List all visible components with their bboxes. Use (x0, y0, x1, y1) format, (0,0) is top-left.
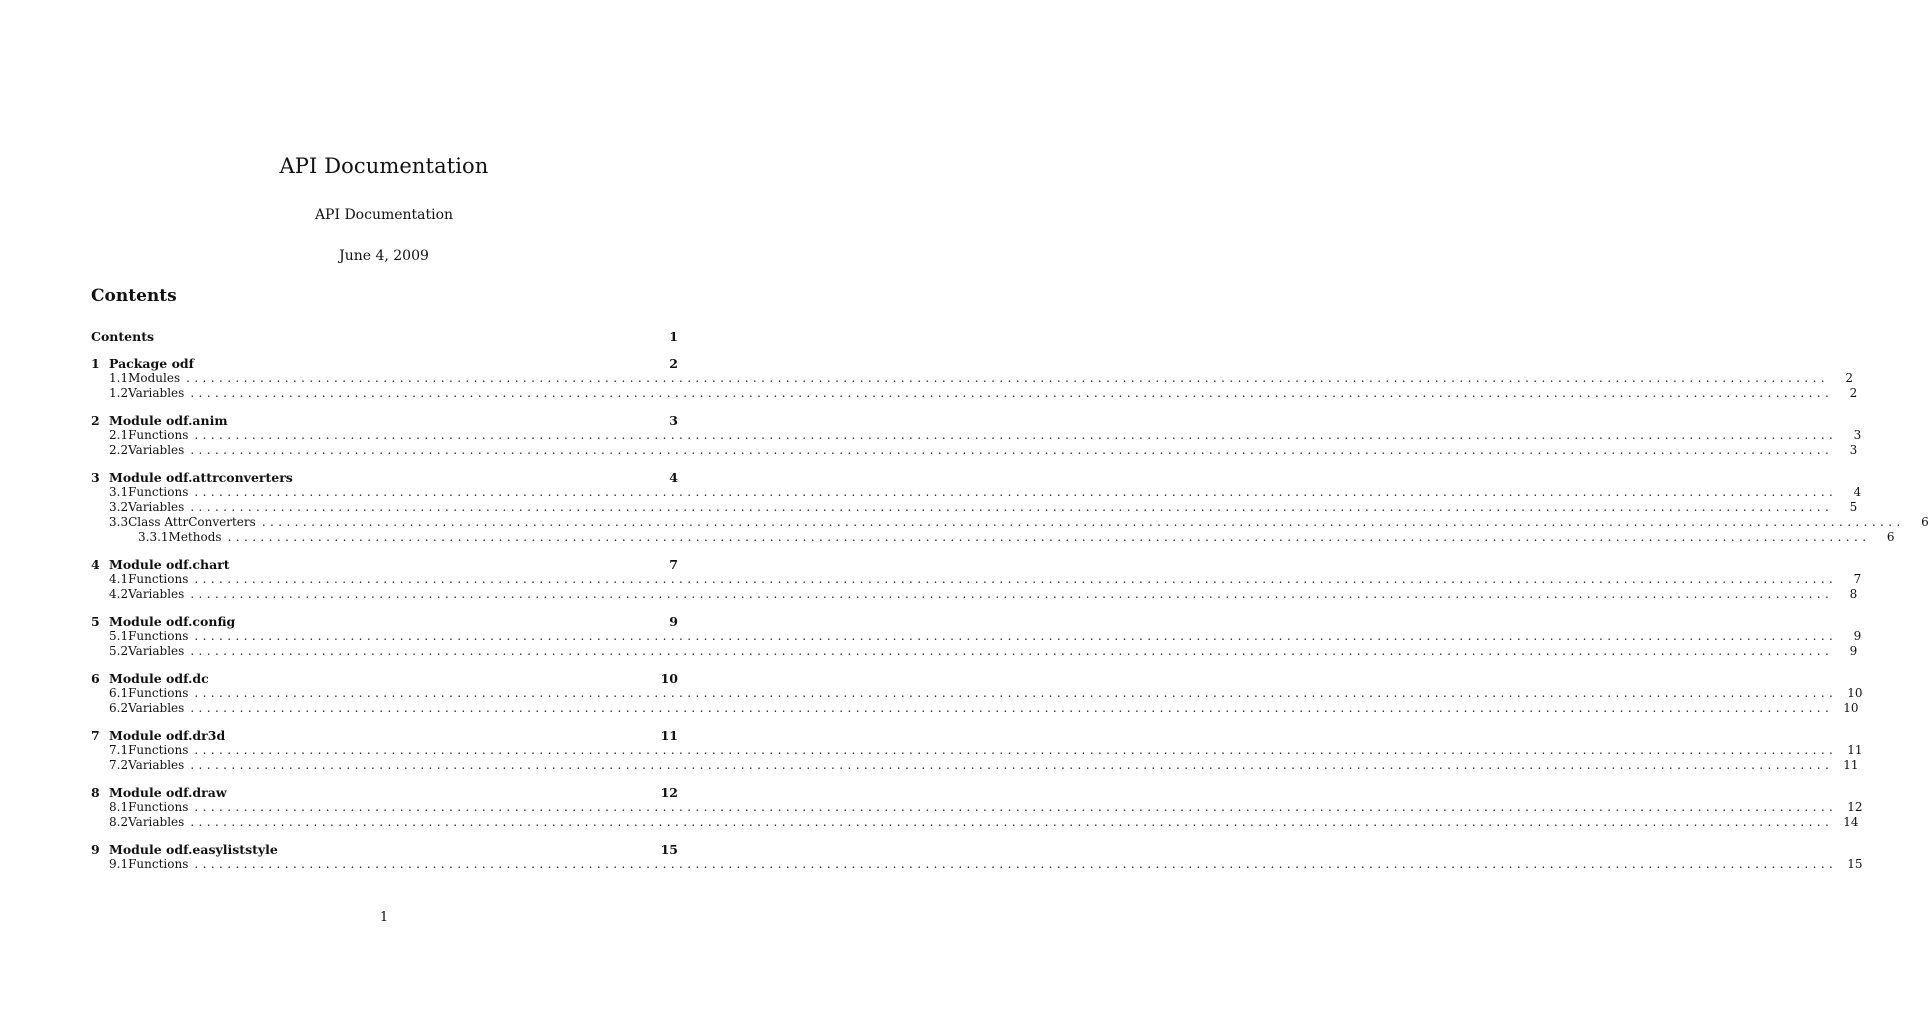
toc-entry-number: 7.2 (109, 758, 129, 772)
toc-entry-title: Variables (128, 386, 185, 400)
toc-entry-title: Functions (128, 629, 189, 643)
toc-entry-number: 8.1 (109, 800, 129, 814)
toc-entry-page: 2 (1849, 386, 1858, 400)
toc-leader-dots: ........................................................................................................................................................................................................ (194, 686, 1838, 700)
toc-entry-number: 4.1 (109, 572, 129, 586)
toc-entry-number: 3 (91, 470, 100, 485)
toc-entry-title: Functions (128, 572, 189, 586)
toc-entry-number: 1.2 (109, 386, 129, 400)
toc-entry-title: Variables (128, 815, 185, 829)
table-of-contents (91, 329, 1929, 872)
toc-entry-title: Module odf.draw (109, 785, 227, 800)
toc-subsection-entry[interactable] (91, 386, 1858, 401)
toc-subsection-entry[interactable] (91, 857, 1863, 872)
toc-subsection-entry[interactable] (91, 443, 1858, 458)
toc-leader-dots: ........................................................................................................................................................................................................ (194, 857, 1838, 871)
document-title: API Documentation (279, 154, 489, 178)
toc-subsection-entry[interactable] (91, 644, 1858, 659)
toc-entry-page: 14 (1843, 815, 1859, 829)
toc-leader-dots: ........................................................................................................................................................................................................ (190, 587, 1834, 601)
toc-entry-page: 9 (1853, 629, 1862, 643)
toc-subsection-entry[interactable] (91, 758, 1859, 773)
toc-leader-dots: ........................................................................................................................................................................................................ (190, 443, 1834, 457)
toc-entry-title: Module odf.easyliststyle (109, 842, 278, 857)
toc-entry-number: 4 (91, 557, 100, 572)
toc-entry-title: Variables (128, 701, 185, 715)
toc-entry-number: 8.2 (109, 815, 129, 829)
toc-subsection-entry[interactable] (91, 485, 1862, 500)
toc-subsection-entry[interactable] (91, 701, 1859, 716)
toc-entry-title: Variables (128, 758, 185, 772)
toc-leader-dots: ........................................................................................................................................................................................................ (194, 800, 1838, 814)
toc-entry-page: 5 (1849, 500, 1858, 514)
toc-entry-title: Contents (91, 329, 155, 344)
toc-entry-page: 10 (1847, 686, 1863, 700)
toc-entry-title: Functions (128, 485, 189, 499)
toc-entry-number: 7 (91, 728, 100, 743)
toc-section-entry[interactable] (91, 785, 678, 800)
toc-leader-dots: ........................................................................................................................................................................................................ (190, 386, 1834, 400)
toc-leader-dots: ........................................................................................................................................................................................................ (194, 629, 1838, 643)
document-date: June 4, 2009 (339, 248, 429, 264)
toc-section-entry[interactable] (91, 842, 678, 857)
toc-leader-dots: ........................................................................................................................................................................................................ (190, 500, 1834, 514)
toc-section-entry[interactable] (91, 356, 678, 371)
toc-leader-dots: ........................................................................................................................................................................................................ (190, 644, 1834, 658)
toc-section-entry[interactable] (91, 470, 678, 485)
toc-entry-page: 10 (1843, 701, 1859, 715)
toc-section-entry[interactable] (91, 728, 678, 743)
document-author: API Documentation (314, 207, 454, 223)
toc-entry-page: 9 (669, 614, 678, 629)
toc-entry-page: 11 (660, 728, 678, 743)
toc-subsection-entry[interactable] (91, 572, 1862, 587)
toc-leader-dots: ........................................................................................................................................................................................................ (194, 485, 1838, 499)
toc-entry-page: 11 (1843, 758, 1859, 772)
toc-entry-number: 2.1 (109, 428, 129, 442)
toc-entry-title: Class AttrConverters (128, 515, 256, 529)
toc-entry-title: Variables (128, 500, 185, 514)
toc-leader-dots: ........................................................................................................................................................................................................ (190, 701, 1834, 715)
toc-entry-title: Functions (128, 686, 189, 700)
toc-entry-number: 8 (91, 785, 100, 800)
toc-leader-dots: ........................................................................................................................................................................................................ (190, 758, 1834, 772)
toc-entry-number: 9.1 (109, 857, 129, 871)
toc-section-entry[interactable] (91, 413, 678, 428)
toc-entry-title: Module odf.dr3d (109, 728, 226, 743)
toc-entry-title: Functions (128, 857, 189, 871)
toc-entry-page: 2 (669, 356, 678, 371)
toc-entry-contents[interactable] (91, 329, 678, 344)
toc-subsection-entry[interactable] (91, 587, 1858, 602)
toc-section-entry[interactable] (91, 557, 678, 572)
toc-entry-number: 3.2 (109, 500, 129, 514)
toc-entry-number: 1.1 (109, 371, 129, 385)
toc-entry-page: 12 (1847, 800, 1863, 814)
toc-entry-title: Variables (128, 644, 185, 658)
toc-entry-title: Modules (128, 371, 181, 385)
toc-subsection-entry[interactable] (91, 530, 1895, 545)
contents-heading: Contents (91, 286, 177, 306)
toc-entry-number: 4.2 (109, 587, 129, 601)
page-number: 1 (379, 910, 389, 925)
toc-subsection-entry[interactable] (91, 500, 1858, 515)
toc-entry-page: 15 (1847, 857, 1863, 871)
toc-leader-dots: ........................................................................................................................................................................................................ (194, 572, 1838, 586)
toc-entry-page: 6 (1886, 530, 1895, 544)
toc-entry-page: 3 (1853, 428, 1862, 442)
toc-entry-number: 3.3.1 (138, 530, 169, 544)
toc-subsection-entry[interactable] (91, 686, 1863, 701)
toc-section-entry[interactable] (91, 671, 678, 686)
toc-subsection-entry[interactable] (91, 371, 1854, 386)
toc-subsection-entry[interactable] (91, 743, 1863, 758)
toc-entry-page: 7 (669, 557, 678, 572)
toc-entry-title: Methods (168, 530, 222, 544)
toc-section-entry[interactable] (91, 614, 678, 629)
toc-entry-page: 2 (1845, 371, 1854, 385)
toc-entry-number: 6.1 (109, 686, 129, 700)
toc-entry-number: 9 (91, 842, 100, 857)
toc-entry-number: 3.3 (109, 515, 129, 529)
toc-entry-title: Functions (128, 743, 189, 757)
toc-entry-number: 6.2 (109, 701, 129, 715)
toc-entry-number: 5 (91, 614, 100, 629)
toc-leader-dots: ........................................................................................................................................................................................................ (227, 530, 1871, 544)
toc-entry-page: 1 (669, 329, 678, 344)
toc-entry-page: 6 (1921, 515, 1929, 529)
toc-leader-dots: ........................................................................................................................................................................................................ (186, 371, 1830, 385)
toc-entry-page: 4 (1853, 485, 1862, 499)
toc-entry-number: 5.2 (109, 644, 129, 658)
toc-entry-title: Module odf.chart (109, 557, 230, 572)
toc-entry-page: 3 (669, 413, 678, 428)
toc-entry-title: Module odf.anim (109, 413, 228, 428)
toc-entry-page: 8 (1849, 587, 1858, 601)
toc-entry-page: 12 (660, 785, 678, 800)
toc-entry-page: 15 (660, 842, 678, 857)
toc-entry-number: 3.1 (109, 485, 129, 499)
toc-leader-dots: ........................................................................................................................................................................................................ (194, 428, 1838, 442)
toc-subsection-entry[interactable] (91, 815, 1859, 830)
toc-entry-page: 7 (1853, 572, 1862, 586)
toc-entry-title: Module odf.attrconverters (109, 470, 293, 485)
toc-entry-number: 7.1 (109, 743, 129, 757)
toc-entry-number: 1 (91, 356, 100, 371)
toc-entry-number: 2.2 (109, 443, 129, 457)
toc-entry-number: 2 (91, 413, 100, 428)
toc-subsection-entry[interactable] (91, 428, 1862, 443)
toc-entry-page: 11 (1847, 743, 1863, 757)
toc-entry-title: Variables (128, 587, 185, 601)
toc-entry-title: Module odf.dc (109, 671, 209, 686)
toc-entry-title: Functions (128, 428, 189, 442)
toc-entry-page: 3 (1849, 443, 1858, 457)
toc-leader-dots: ........................................................................................................................................................................................................ (194, 743, 1838, 757)
toc-leader-dots: ........................................................................................................................................................................................................ (261, 515, 1905, 529)
toc-leader-dots: ........................................................................................................................................................................................................ (190, 815, 1834, 829)
toc-subsection-entry[interactable] (91, 800, 1863, 815)
toc-subsection-entry[interactable] (91, 629, 1862, 644)
toc-entry-page: 4 (669, 470, 678, 485)
toc-entry-title: Package odf (109, 356, 195, 371)
toc-entry-title: Variables (128, 443, 185, 457)
toc-entry-title: Module odf.config (109, 614, 236, 629)
toc-entry-number: 5.1 (109, 629, 129, 643)
toc-entry-page: 9 (1849, 644, 1858, 658)
toc-subsection-entry[interactable] (91, 515, 1929, 530)
toc-entry-title: Functions (128, 800, 189, 814)
toc-entry-number: 6 (91, 671, 100, 686)
toc-entry-page: 10 (660, 671, 678, 686)
